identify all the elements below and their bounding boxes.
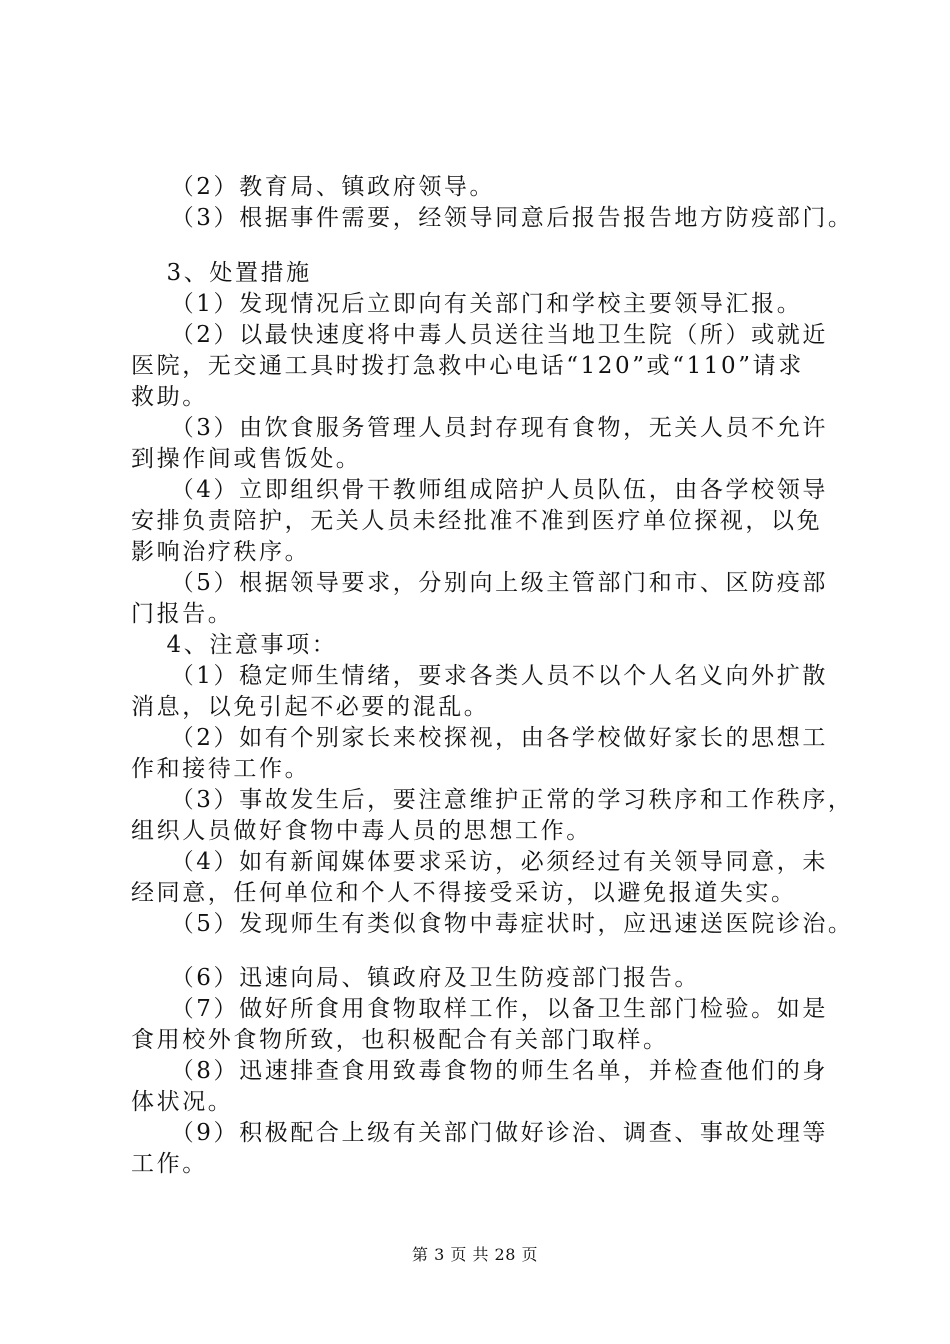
text-line: （4）如有新闻媒体要求采访，必须经过有关领导同意，未 (131, 849, 828, 875)
section-heading: 4、注意事项： (131, 632, 338, 658)
text-line: （3）事故发生后，要注意维护正常的学习秩序和工作秩序， (131, 787, 854, 813)
text-line: （9）积极配合上级有关部门做好诊治、调查、事故处理等 (131, 1120, 828, 1146)
text-line: 门报告。 (131, 601, 234, 627)
paragraph-gap (131, 940, 851, 963)
text-line: 工作。 (131, 1151, 208, 1177)
text-line: （1）稳定师生情绪，要求各类人员不以个人名义向外扩散 (131, 663, 828, 689)
text-line: 到操作间或售饭处。 (131, 446, 362, 472)
text-line: （3）由饮食服务管理人员封存现有食物，无关人员不允许 (131, 415, 828, 441)
text-line: 作和接待工作。 (131, 756, 311, 782)
text-line: （2）教育局、镇政府领导。 (131, 174, 496, 200)
text-line: （5）发现师生有类似食物中毒症状时，应迅速送医院诊治。 (131, 911, 854, 937)
text-line: 体状况。 (131, 1089, 234, 1115)
text-line: 组织人员做好食物中毒人员的思想工作。 (131, 818, 592, 844)
document-body (131, 172, 854, 1180)
text-line: （7）做好所食用食物取样工作，以备卫生部门检验。如是 (131, 996, 828, 1022)
text-line: （8）迅速排查食用致毒食物的师生名单，并检查他们的身 (131, 1058, 828, 1084)
text-line: （2）以最快速度将中毒人员送往当地卫生院（所）或就近 (131, 322, 828, 348)
text-line: （5）根据领导要求，分别向上级主管部门和市、区防疫部 (131, 570, 828, 596)
text-line: （1）发现情况后立即向有关部门和学校主要领导汇报。 (131, 291, 803, 317)
text-line: （6）迅速向局、镇政府及卫生防疫部门报告。 (131, 965, 700, 991)
text-line: （3）根据事件需要，经领导同意后报告报告地方防疫部门。 (131, 205, 854, 231)
paragraph-gap (131, 234, 851, 258)
section-heading: 3、处置措施 (131, 260, 312, 286)
text-line: 影响治疗秩序。 (131, 539, 311, 565)
text-line: 经同意，任何单位和个人不得接受采访，以避免报道失实。 (131, 880, 797, 906)
text-line: （4）立即组织骨干教师组成陪护人员队伍，由各学校领导 (131, 477, 828, 503)
text-line: 救助。 (131, 384, 208, 410)
text-line: （2）如有个别家长来校探视，由各学校做好家长的思想工 (131, 725, 828, 751)
text-line: 消息，以免引起不必要的混乱。 (131, 694, 490, 720)
text-line: 安排负责陪护，无关人员未经批准不准到医疗单位探视，以免 (131, 508, 823, 534)
text-line: 医院，无交通工具时拨打急救中心电话“120”或“110”请求 (131, 353, 804, 379)
text-line: 食用校外食物所致，也积极配合有关部门取样。 (131, 1027, 669, 1053)
page-number-footer: 第 3 页 共 28 页 (412, 1245, 538, 1264)
